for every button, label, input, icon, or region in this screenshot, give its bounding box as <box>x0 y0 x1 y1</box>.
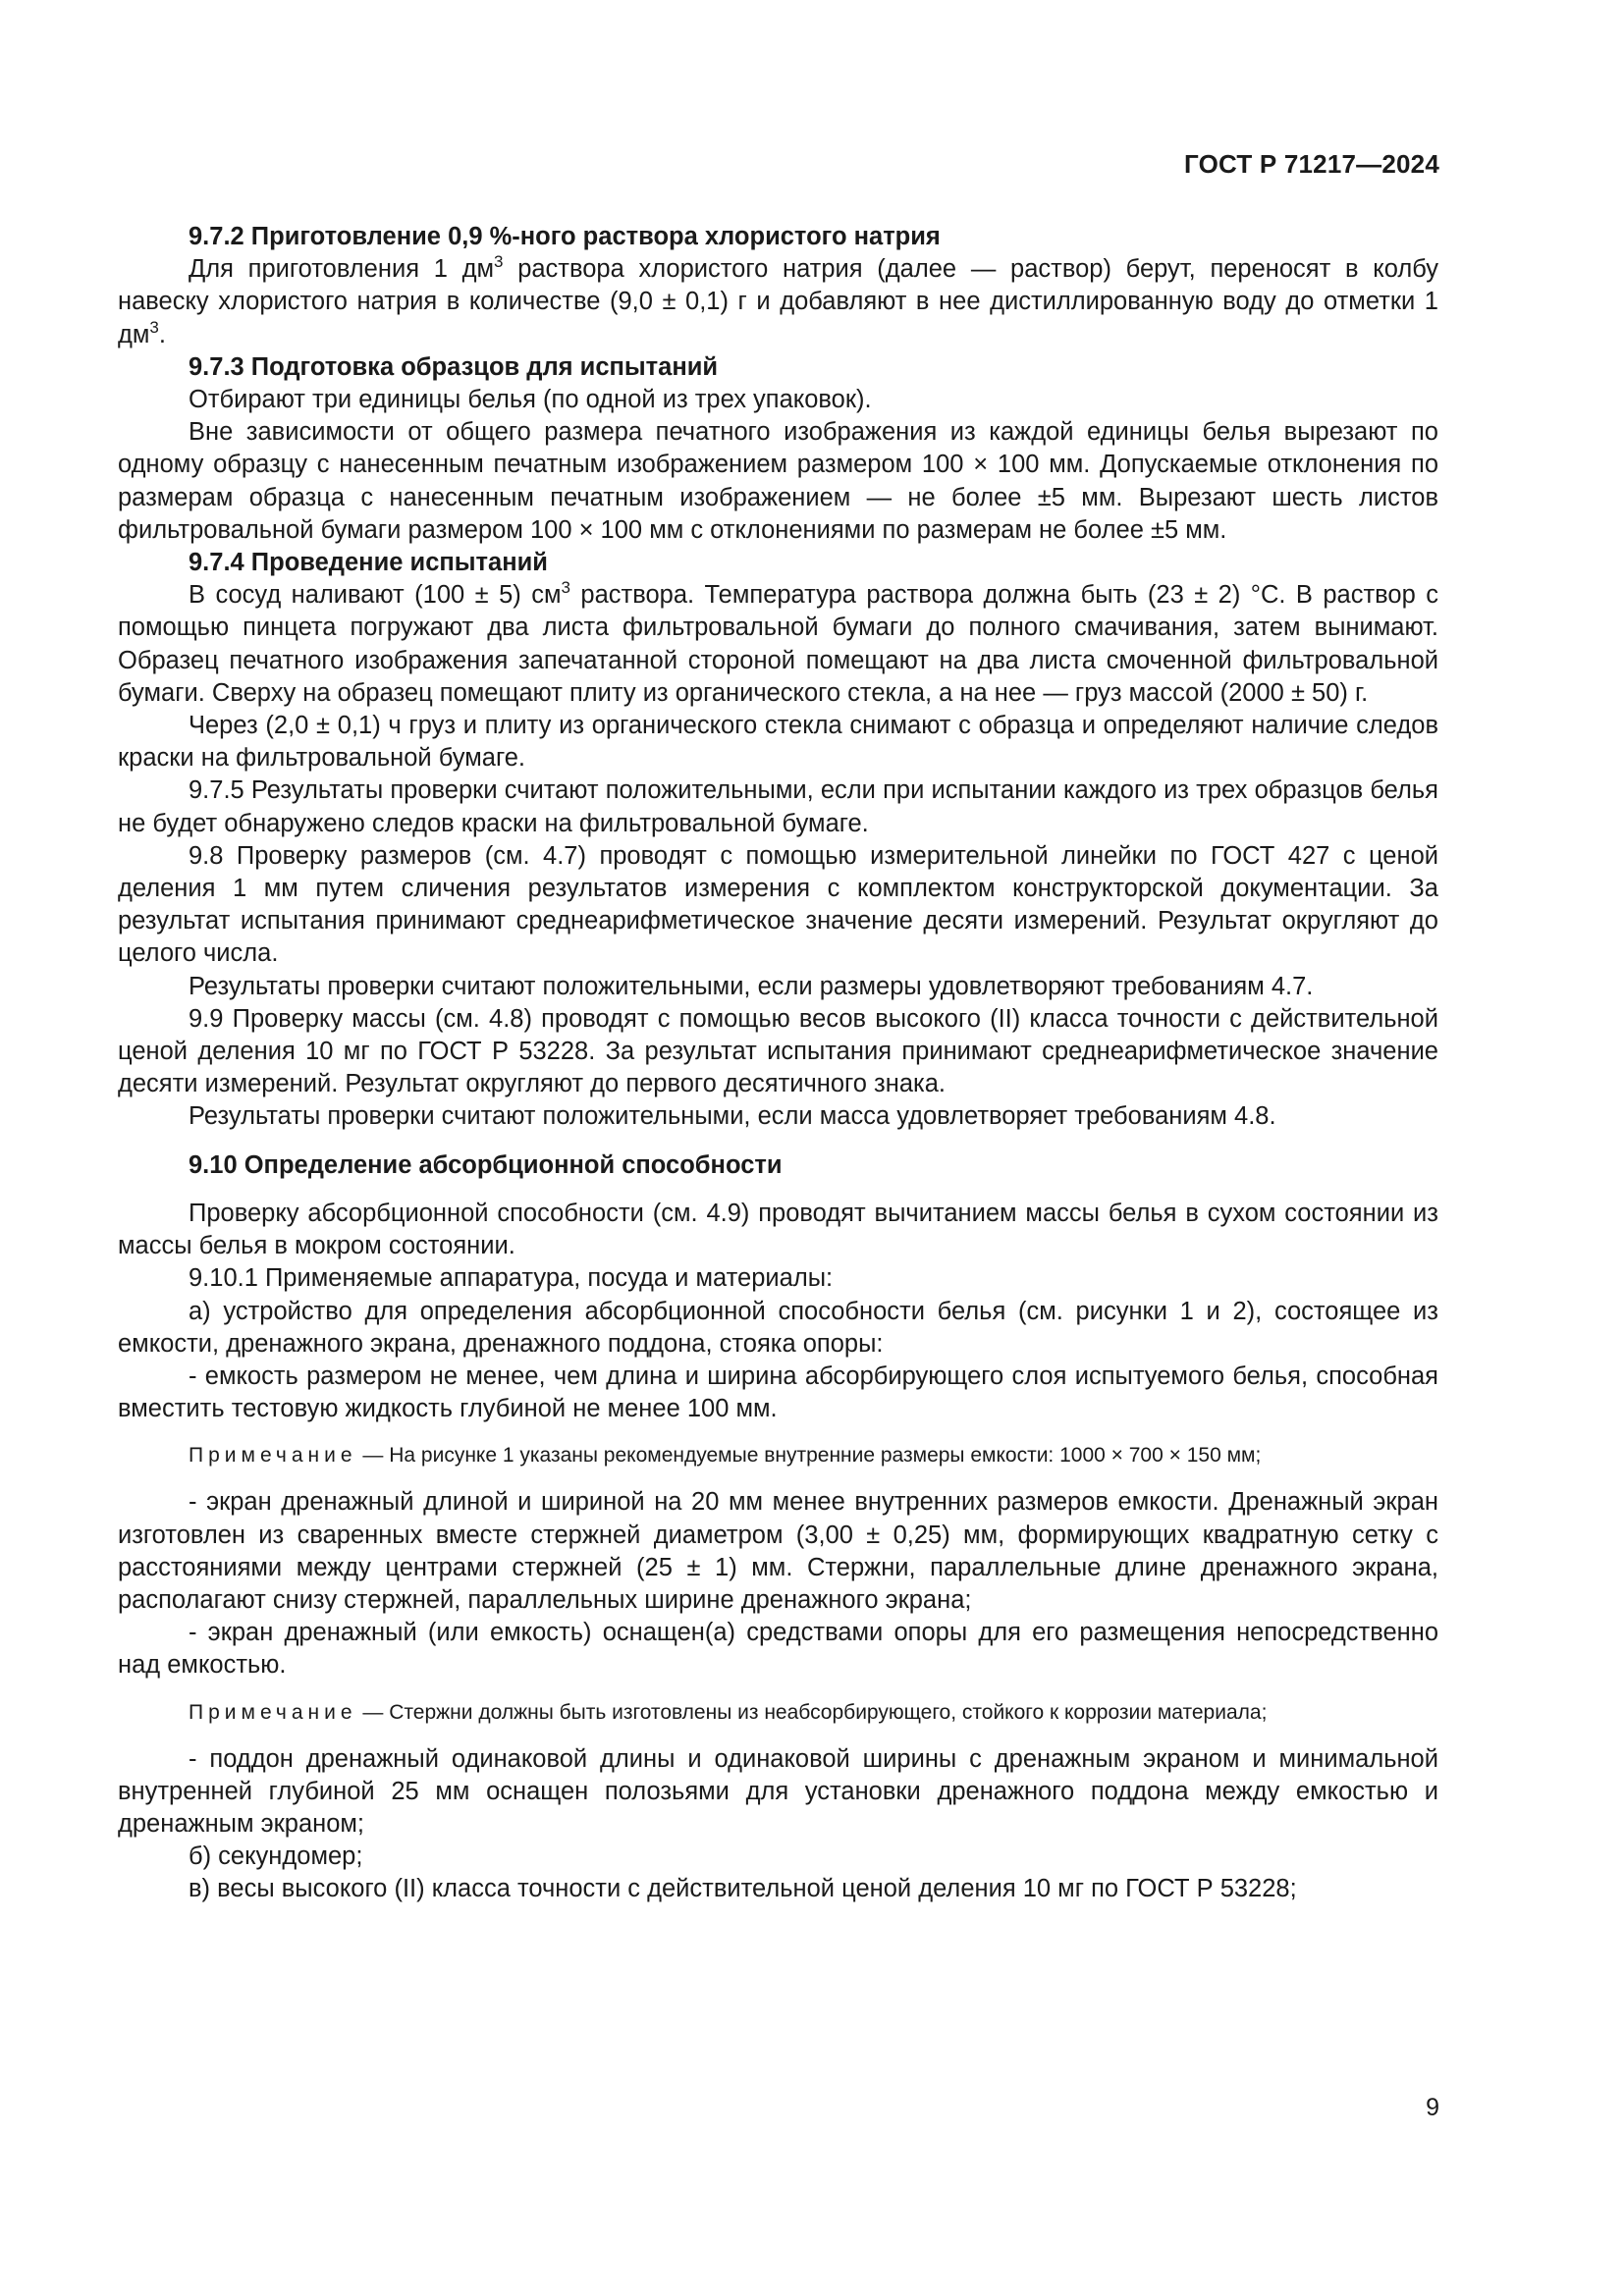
section-9-8-paragraph: 9.8 Проверку размеров (см. 4.7) проводят с помощью измерительной линейки по ГОСТ 427 с ценой деления 1 мм путем сличения результатов измерения с комплектом конструкторской документации. За результат испытания принимают среднеарифметическое значение десяти измерений. Результат округляют до целого числа. <box>118 841 1438 968</box>
note-1-label: Примечание <box>189 1444 357 1468</box>
list-item-a-dash-1: - емкость размером не менее, чем длина и ширина абсорбирующего слоя испытуемого белья, способная вместить тестовую жидкость глубиной не менее 100 мм. <box>118 1362 1438 1423</box>
list-item-v: в) весы высокого (II) класса точности с действительной ценой деления 10 мг по ГОСТ Р 53228; <box>189 1875 1297 1903</box>
list-item-a-dash-2: - экран дренажный длиной и шириной на 20 мм менее внутренних размеров емкости. Дренажный экран изготовлен из сваренных вместе стержней диаметром (3,00 ± 0,25) мм, формирующих квадратную сетку с расстояниями между центрами стержней (25 ± 1) мм. Стержни, параллельные длине дренажного экрана, располагают снизу стержней, параллельных ширине дренажного экрана; <box>118 1488 1438 1614</box>
section-9-10-title: 9.10 Определение абсорбционной способности <box>189 1150 783 1179</box>
document-header-id: ГОСТ Р 71217—2024 <box>1184 149 1439 179</box>
section-9-9-paragraph: 9.9 Проверку массы (см. 4.8) проводят с помощью весов высокого (II) класса точности с действительной ценой деления 10 мг по ГОСТ Р 53228. За результат испытания принимают среднеарифметическое значение десяти измерений. Результат округляют до первого десятичного знака. <box>118 1004 1438 1098</box>
note-2 <box>118 1698 1438 1728</box>
section-9-7-4-paragraph-2: Через (2,0 ± 0,1) ч груз и плиту из органического стекла снимают с образца и определяют наличие следов краски на фильтровальной бумаге. <box>118 712 1438 773</box>
section-9-10-1-paragraph: 9.10.1 Применяемые аппаратура, посуда и материалы: <box>189 1264 834 1293</box>
section-9-7-3-paragraph-1: Отбирают три единицы белья (по одной из трех упаковок). <box>189 386 872 414</box>
list-item-a-dash-3: - экран дренажный (или емкость) оснащен(а) средствами опоры для его размещения непосредственно над емкостью. <box>118 1619 1438 1680</box>
section-9-7-4-title: 9.7.4 Проведение испытаний <box>189 549 548 577</box>
note-1 <box>118 1441 1438 1470</box>
note-2-text: — Стержни должны быть изготовлены из неабсорбирующего, стойкого к коррозии материала; <box>356 1700 1268 1724</box>
document-body <box>118 221 1438 1906</box>
section-9-7-4-paragraph-1: В сосуд наливают (100 ± 5) $см^3$ раствора. Температура раствора должна быть (23 ± 2) °С. В раствор с помощью пинцета погружают два листа фильтровальной бумаги до полного смачивания, затем вынимают. Образец печатного изображения запечатанной стороной помещают на два листа смоченной фильтровальной бумаги. Сверху на образец помещают плиту из органического стекла, а на нее — груз массой (2000 ± 50) г. <box>118 578 1438 707</box>
section-9-7-5-paragraph: 9.7.5 Результаты проверки считают положительными, если при испытании каждого из трех образцов белья не будет обнаружено следов краски на фильтровальной бумаге. <box>118 776 1438 837</box>
page-number: 9 <box>1426 2094 1439 2121</box>
section-9-7-2-paragraph: Для приготовления 1 $дм^3$ раствора хлористого натрия (далее — раствор) берут, переносят в колбу навеску хлористого натрия в количестве (9,0 ± 0,1) г и добавляют в нее дистиллированную воду до отметки 1 $дм^3$. <box>118 252 1438 348</box>
section-9-8-result: Результаты проверки считают положительными, если размеры удовлетворяют требованиям 4.7. <box>189 972 1314 1000</box>
section-9-7-3-title: 9.7.3 Подготовка образцов для испытаний <box>189 352 719 381</box>
section-9-9-result: Результаты проверки считают положительными, если масса удовлетворяет требованиям 4.8. <box>189 1102 1276 1131</box>
section-9-7-3-paragraph-2: Вне зависимости от общего размера печатного изображения из каждой единицы белья вырезают по одному образцу с нанесенным печатным изображением размером 100 × 100 мм. Допускаемые отклонения по размерам образца с нанесенным печатным изображением — не более ±5 мм. Вырезают шесть листов фильтровальной бумаги размером 100 × 100 мм с отклонениями по размерам не более ±5 мм. <box>118 418 1438 544</box>
section-9-10-paragraph: Проверку абсорбционной способности (см. 4.9) проводят вычитанием массы белья в сухом состоянии из массы белья в мокром состоянии. <box>118 1199 1438 1260</box>
list-item-b: б) секундомер; <box>189 1842 363 1871</box>
list-item-a-dash-4: - поддон дренажный одинаковой длины и одинаковой ширины с дренажным экраном и минимальной внутренней глубиной 25 мм оснащен полозьями для установки дренажного поддона между емкостью и дренажным экраном; <box>118 1744 1438 1838</box>
list-item-a: а) устройство для определения абсорбционной способности белья (см. рисунки 1 и 2), состоящее из емкости, дренажного экрана, дренажного поддона, стояка опоры: <box>118 1297 1438 1358</box>
note-2-label: Примечание <box>189 1700 357 1724</box>
section-9-7-2-title: 9.7.2 Приготовление 0,9 %-ного раствора хлористого натрия <box>189 223 941 250</box>
note-1-text: — На рисунке 1 указаны рекомендуемые внутренние размеры емкости: 1000 × 700 × 150 мм; <box>356 1444 1262 1468</box>
